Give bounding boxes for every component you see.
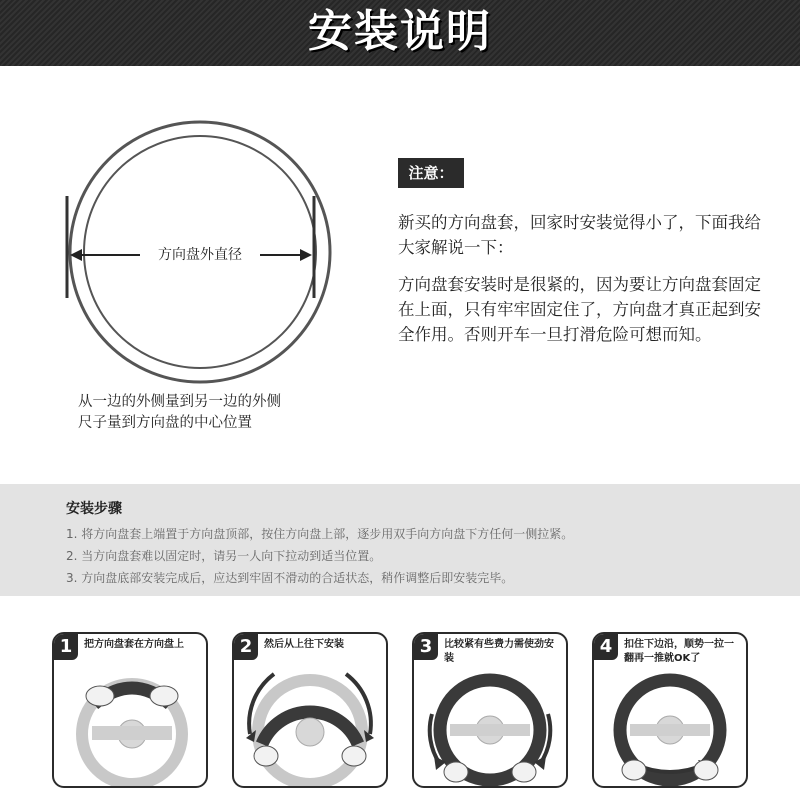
step-card-3-text: 比较紧有些费力需使劲安装 [444, 639, 554, 664]
step-card-4 [592, 632, 748, 788]
step-item-1: 1. 将方向盘套上端置于方向盘顶部，按住方向盘上部，逐步用双手向方向盘下方任何一侧拉紧。 [66, 527, 574, 541]
step-card-4-number: 4 [594, 634, 618, 660]
step-card-2-text: 然后从上往下安装 [264, 639, 344, 650]
step-item-2: 2. 当方向盘套难以固定时，请另一人向下拉动到适当位置。 [66, 549, 382, 563]
steps-title: 安装步骤 [66, 501, 122, 517]
step-card-3-number: 3 [414, 634, 438, 660]
diameter-label: 方向盘外直径 [140, 244, 260, 266]
step-card-1-text: 把方向盘套在方向盘上 [84, 639, 184, 650]
step-card-3 [412, 632, 568, 788]
step-card-1-number: 1 [54, 634, 78, 660]
step-card-2-number: 2 [234, 634, 258, 660]
step-item-3: 3. 方向盘底部安装完成后，应达到牢固不滑动的合适状态，稍作调整后即安装完毕。 [66, 571, 514, 585]
step-card-4-text: 扣住下边沿，顺势一拉一翻再一推就OK了 [624, 639, 734, 664]
notice-paragraph-2: 方向盘套安装时是很紧的，因为要让方向盘套固定在上面，只有牢牢固定住了，方向盘才真正起到安全作用。否则开车一旦打滑危险可想而知。 [398, 275, 761, 344]
step-card-1 [52, 632, 208, 788]
caption-line-1: 从一边的外侧量到另一边的外侧 [78, 394, 281, 410]
page-title: 安装说明 [308, 6, 492, 57]
notice-badge: 注意： [398, 158, 464, 188]
measure-caption [78, 392, 358, 434]
step-card-2 [232, 632, 388, 788]
notice-paragraph-1: 新买的方向盘套，回家时安装觉得小了，下面我给大家解说一下： [398, 213, 761, 257]
header-banner [0, 0, 800, 66]
caption-line-2: 尺子量到方向盘的中心位置 [78, 415, 252, 431]
